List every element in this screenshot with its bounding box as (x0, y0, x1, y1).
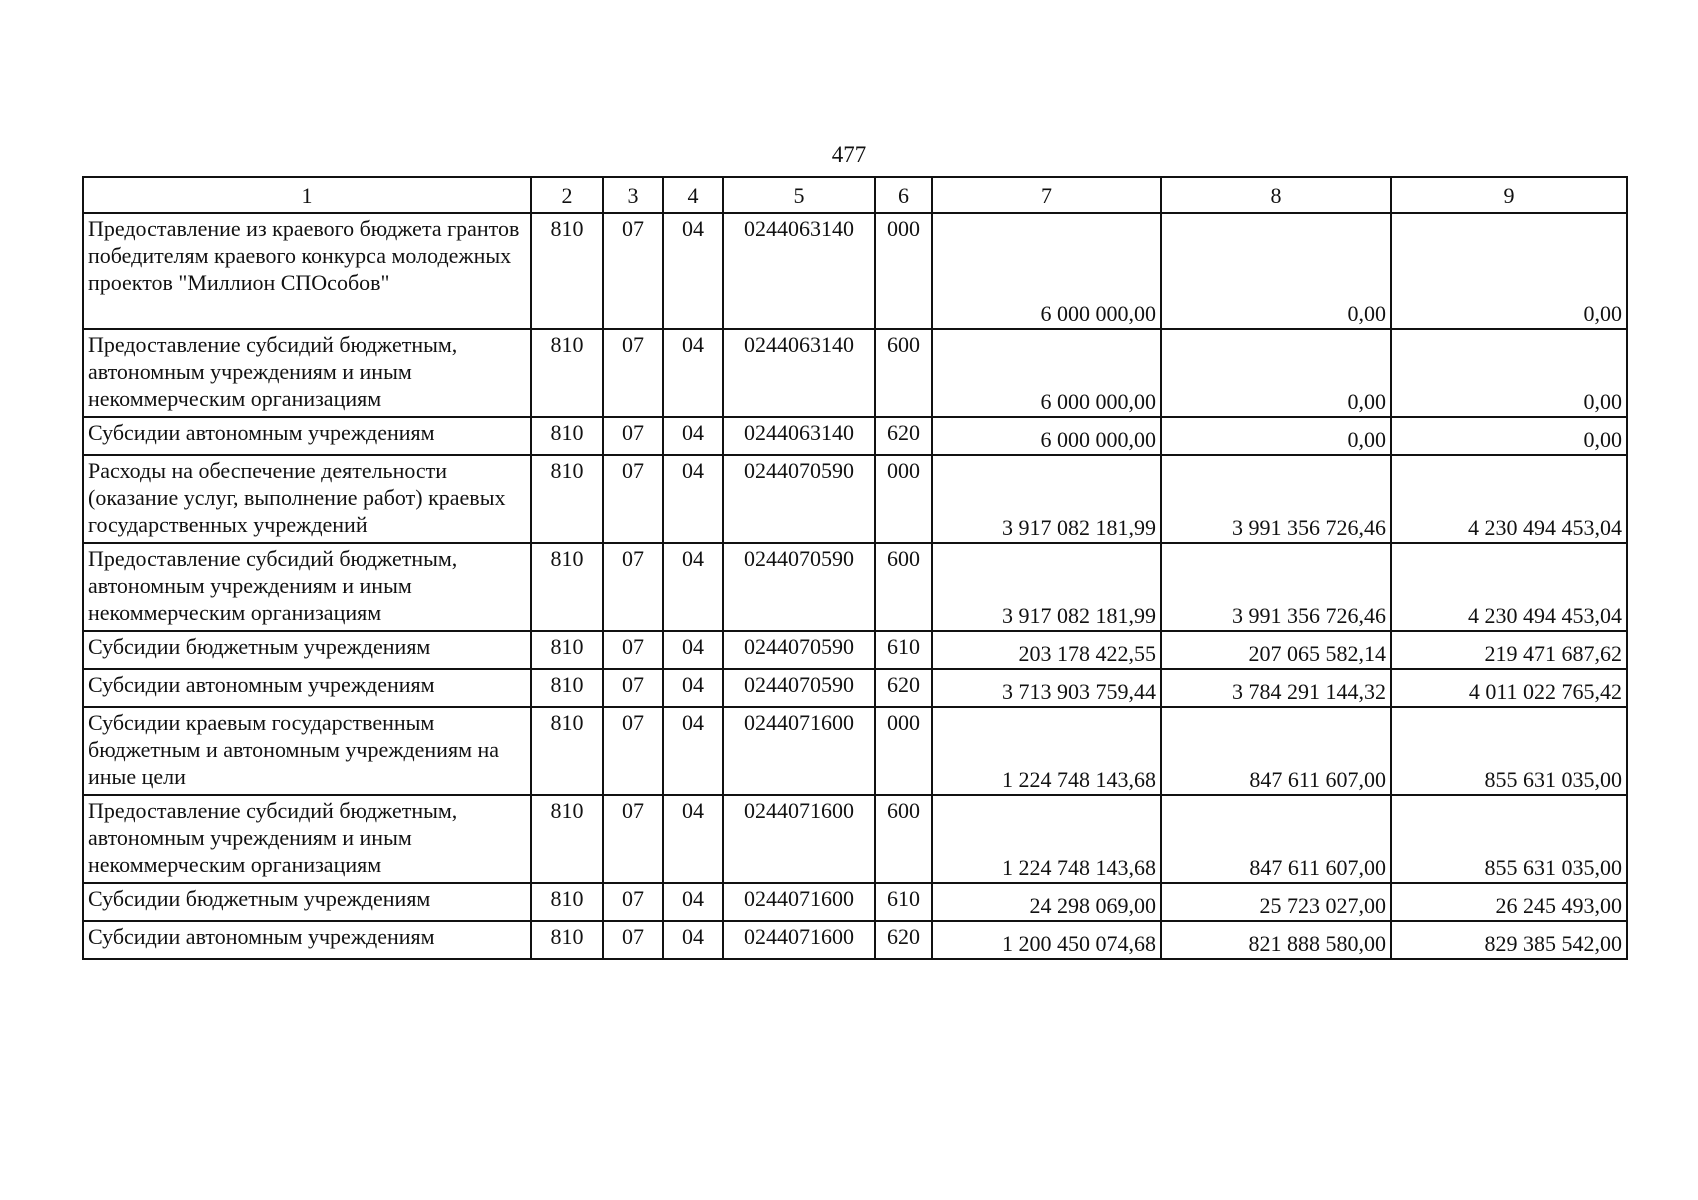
column-header: 3 (603, 177, 663, 213)
expense-type-code: 620 (875, 669, 932, 707)
expense-type-code: 620 (875, 921, 932, 959)
amount-col8: 821 888 580,00 (1161, 921, 1391, 959)
column-header: 4 (663, 177, 723, 213)
expense-type-code: 000 (875, 455, 932, 543)
table-row (83, 883, 1627, 921)
amount-col8: 3 991 356 726,46 (1161, 543, 1391, 631)
amount-col8: 207 065 582,14 (1161, 631, 1391, 669)
amount-col7: 6 000 000,00 (932, 417, 1161, 455)
ministry-code: 810 (531, 669, 603, 707)
page-number: 477 (831, 142, 867, 167)
amount-col9: 829 385 542,00 (1391, 921, 1627, 959)
target-article-code: 0244071600 (723, 921, 875, 959)
table-row (83, 795, 1627, 883)
column-header: 8 (1161, 177, 1391, 213)
table-row (83, 455, 1627, 543)
subsection-code: 04 (663, 329, 723, 417)
section-code: 07 (603, 329, 663, 417)
table-row (83, 329, 1627, 417)
amount-col9: 4 230 494 453,04 (1391, 543, 1627, 631)
ministry-code: 810 (531, 543, 603, 631)
target-article-code: 0244071600 (723, 795, 875, 883)
amount-col7: 6 000 000,00 (932, 213, 1161, 329)
expense-type-code: 610 (875, 631, 932, 669)
table-row (83, 669, 1627, 707)
subsection-code: 04 (663, 883, 723, 921)
amount-col7: 203 178 422,55 (932, 631, 1161, 669)
section-code: 07 (603, 417, 663, 455)
section-code: 07 (603, 213, 663, 329)
section-code: 07 (603, 707, 663, 795)
row-name: Предоставление субсидий бюджетным, автономным учреждениям и иным некоммерческим организациям (83, 329, 531, 417)
amount-col7: 1 224 748 143,68 (932, 707, 1161, 795)
table-row (83, 631, 1627, 669)
column-header: 7 (932, 177, 1161, 213)
amount-col9: 219 471 687,62 (1391, 631, 1627, 669)
ministry-code: 810 (531, 921, 603, 959)
ministry-code: 810 (531, 707, 603, 795)
target-article-code: 0244063140 (723, 213, 875, 329)
expense-type-code: 620 (875, 417, 932, 455)
column-header: 5 (723, 177, 875, 213)
ministry-code: 810 (531, 417, 603, 455)
column-header: 9 (1391, 177, 1627, 213)
amount-col8: 847 611 607,00 (1161, 795, 1391, 883)
amount-col7: 24 298 069,00 (932, 883, 1161, 921)
amount-col8: 3 784 291 144,32 (1161, 669, 1391, 707)
amount-col7: 1 200 450 074,68 (932, 921, 1161, 959)
ministry-code: 810 (531, 455, 603, 543)
section-code: 07 (603, 883, 663, 921)
amount-col9: 4 230 494 453,04 (1391, 455, 1627, 543)
row-name: Субсидии краевым государственным бюджетным и автономным учреждениям на иные цели (83, 707, 531, 795)
row-name: Предоставление субсидий бюджетным, автономным учреждениям и иным некоммерческим организациям (83, 543, 531, 631)
amount-col7: 3 713 903 759,44 (932, 669, 1161, 707)
amount-col9: 0,00 (1391, 329, 1627, 417)
row-name: Субсидии автономным учреждениям (83, 417, 531, 455)
expense-type-code: 610 (875, 883, 932, 921)
amount-col7: 3 917 082 181,99 (932, 455, 1161, 543)
subsection-code: 04 (663, 543, 723, 631)
ministry-code: 810 (531, 883, 603, 921)
ministry-code: 810 (531, 329, 603, 417)
subsection-code: 04 (663, 669, 723, 707)
table-row (83, 417, 1627, 455)
row-name: Субсидии автономным учреждениям (83, 669, 531, 707)
subsection-code: 04 (663, 455, 723, 543)
amount-col9: 855 631 035,00 (1391, 795, 1627, 883)
row-name: Субсидии бюджетным учреждениям (83, 883, 531, 921)
budget-table (82, 176, 1628, 960)
table-header-row (83, 177, 1627, 213)
expense-type-code: 000 (875, 707, 932, 795)
ministry-code: 810 (531, 795, 603, 883)
row-name: Предоставление из краевого бюджета грантов победителям краевого конкурса молодежных проектов "Миллион СПОсобов" (83, 213, 531, 329)
amount-col7: 3 917 082 181,99 (932, 543, 1161, 631)
amount-col8: 0,00 (1161, 417, 1391, 455)
expense-type-code: 600 (875, 795, 932, 883)
subsection-code: 04 (663, 795, 723, 883)
target-article-code: 0244070590 (723, 669, 875, 707)
amount-col8: 3 991 356 726,46 (1161, 455, 1391, 543)
amount-col7: 6 000 000,00 (932, 329, 1161, 417)
column-header: 6 (875, 177, 932, 213)
column-header: 2 (531, 177, 603, 213)
amount-col8: 0,00 (1161, 329, 1391, 417)
row-name: Субсидии автономным учреждениям (83, 921, 531, 959)
amount-col8: 0,00 (1161, 213, 1391, 329)
amount-col8: 25 723 027,00 (1161, 883, 1391, 921)
ministry-code: 810 (531, 631, 603, 669)
table-row (83, 543, 1627, 631)
row-name: Предоставление субсидий бюджетным, автономным учреждениям и иным некоммерческим организациям (83, 795, 531, 883)
column-header: 1 (83, 177, 531, 213)
amount-col9: 0,00 (1391, 417, 1627, 455)
amount-col7: 1 224 748 143,68 (932, 795, 1161, 883)
section-code: 07 (603, 669, 663, 707)
expense-type-code: 000 (875, 213, 932, 329)
subsection-code: 04 (663, 631, 723, 669)
table-row (83, 707, 1627, 795)
subsection-code: 04 (663, 417, 723, 455)
amount-col9: 0,00 (1391, 213, 1627, 329)
amount-col9: 4 011 022 765,42 (1391, 669, 1627, 707)
target-article-code: 0244070590 (723, 455, 875, 543)
table-row (83, 921, 1627, 959)
amount-col9: 26 245 493,00 (1391, 883, 1627, 921)
ministry-code: 810 (531, 213, 603, 329)
subsection-code: 04 (663, 213, 723, 329)
target-article-code: 0244063140 (723, 329, 875, 417)
subsection-code: 04 (663, 921, 723, 959)
target-article-code: 0244070590 (723, 543, 875, 631)
expense-type-code: 600 (875, 329, 932, 417)
section-code: 07 (603, 543, 663, 631)
amount-col8: 847 611 607,00 (1161, 707, 1391, 795)
row-name: Расходы на обеспечение деятельности (оказание услуг, выполнение работ) краевых государственных учреждений (83, 455, 531, 543)
table-row (83, 213, 1627, 329)
target-article-code: 0244070590 (723, 631, 875, 669)
section-code: 07 (603, 921, 663, 959)
section-code: 07 (603, 631, 663, 669)
amount-col9: 855 631 035,00 (1391, 707, 1627, 795)
target-article-code: 0244071600 (723, 707, 875, 795)
target-article-code: 0244071600 (723, 883, 875, 921)
target-article-code: 0244063140 (723, 417, 875, 455)
section-code: 07 (603, 455, 663, 543)
expense-type-code: 600 (875, 543, 932, 631)
section-code: 07 (603, 795, 663, 883)
row-name: Субсидии бюджетным учреждениям (83, 631, 531, 669)
subsection-code: 04 (663, 707, 723, 795)
